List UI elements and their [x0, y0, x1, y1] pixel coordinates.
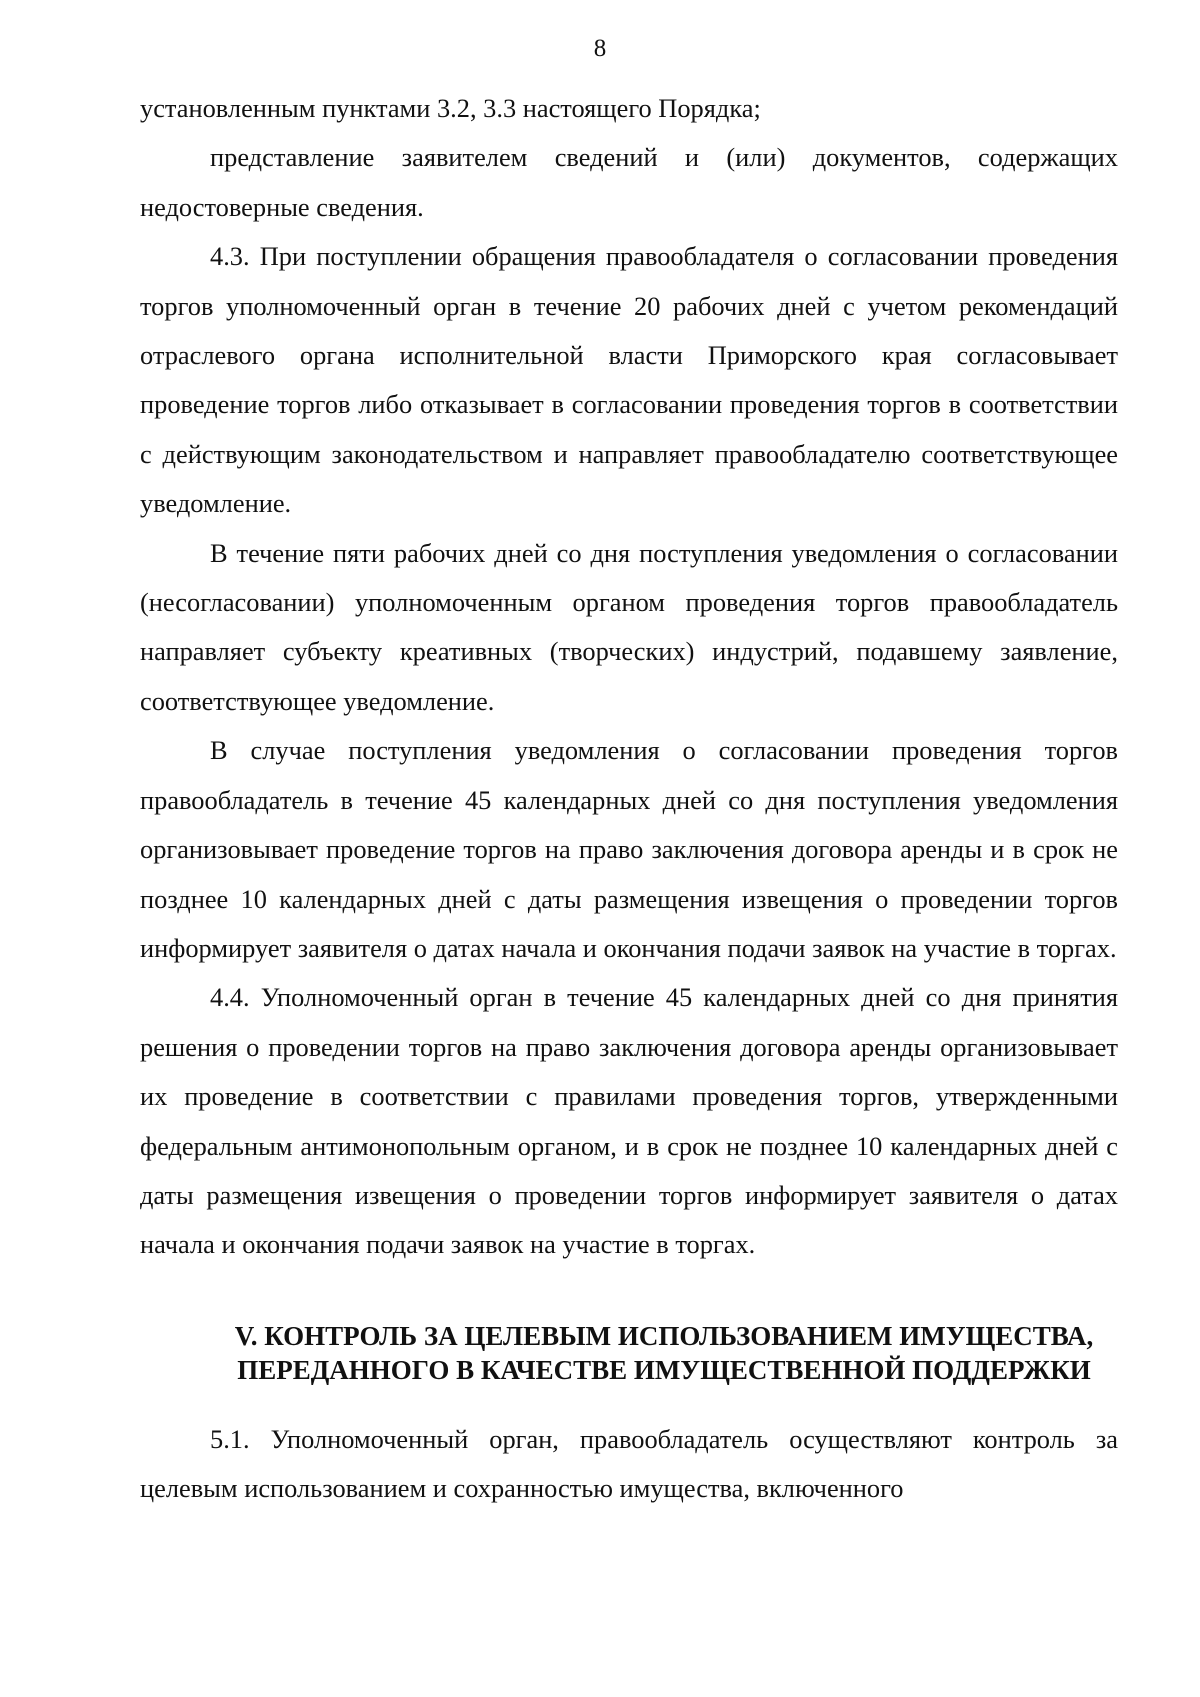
paragraph-4-4: 4.4. Уполномоченный орган в течение 45 календарных дней со дня принятия решения о проведении торгов на право заключения договора аренды организовывает их проведение в соответствии с правилами проведения торгов, утвержденными федеральным антимонопольным органом, и в срок не позднее 10 календарных дней с даты размещения извещения о проведении торгов информирует заявителя о датах начала и окончания подачи заявок на участие в торгах. — [140, 982, 1118, 1260]
page-number: 8 — [593, 35, 607, 62]
paragraph-5-1: 5.1. Уполномоченный орган, правообладатель осуществляют контроль за целевым использованием и сохранностью имущества, включенного — [140, 1423, 1118, 1504]
document-body — [140, 84, 1118, 1514]
paragraph-4-3: 4.3. При поступлении обращения правообладателя о согласовании проведения торгов уполномоченный орган в течение 20 рабочих дней с учетом рекомендаций отраслевого органа исполнительной власти Приморского края согласовывает проведение торгов либо отказывает в согласовании проведения торгов в соответствии с действующим законодательством и направляет правообладателю соответствующее уведомление. — [140, 241, 1118, 519]
paragraph-unreliable-info: представление заявителем сведений и (или) документов, содержащих недостоверные сведения. — [140, 142, 1118, 222]
section-heading — [140, 1319, 1118, 1387]
section-heading-line-2: ПЕРЕДАННОГО В КАЧЕСТВЕ ИМУЩЕСТВЕННОЙ ПОДДЕРЖКИ — [237, 1354, 1091, 1385]
paragraph-auction-organization: В случае поступления уведомления о согласовании проведения торгов правообладатель в течение 45 календарных дней со дня поступления уведомления организовывает проведение торгов на право заключения договора аренды и в срок не позднее 10 календарных дней с даты размещения извещения о проведении торгов информирует заявителя о датах начала и окончания подачи заявок на участие в торгах. — [140, 735, 1118, 963]
paragraph-notification-period: В течение пяти рабочих дней со дня поступления уведомления о согласовании (несогласовании) уполномоченным органом проведения торгов правообладатель направляет субъекту креативных (творческих) индустрий, подавшему заявление, соответствующее уведомление. — [140, 537, 1118, 716]
section-heading-line-1: V. КОНТРОЛЬ ЗА ЦЕЛЕВЫМ ИСПОЛЬЗОВАНИЕМ ИМУЩЕСТВА, — [234, 1320, 1094, 1351]
paragraph-continuation: установленным пунктами 3.2, 3.3 настоящего Порядка; — [140, 93, 761, 123]
